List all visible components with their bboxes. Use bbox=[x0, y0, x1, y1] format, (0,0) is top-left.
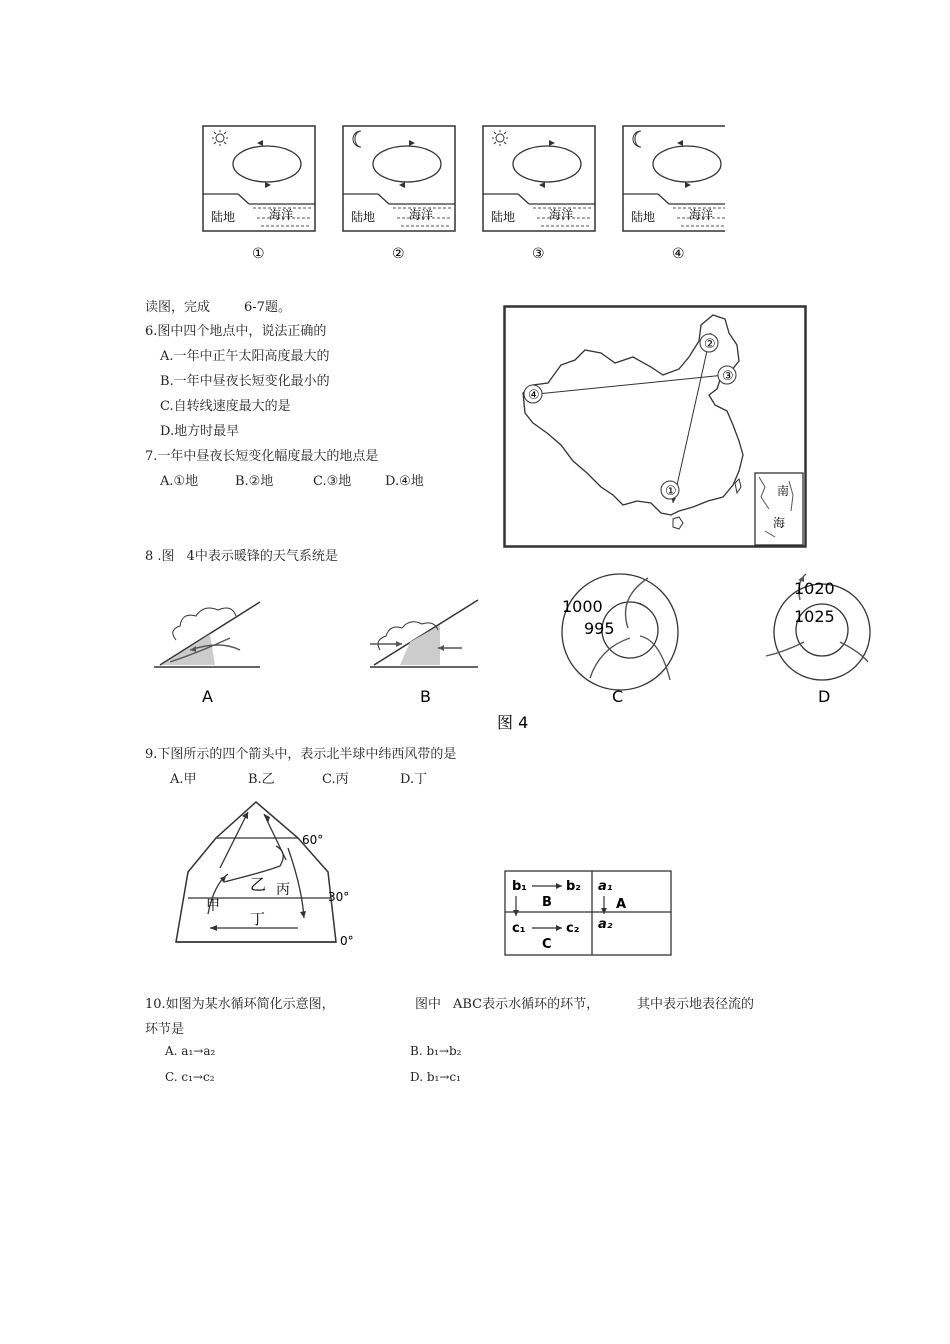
map-point-3: ③ bbox=[722, 369, 734, 384]
label-ding: 丁 bbox=[250, 910, 266, 928]
low-pressure-c bbox=[562, 574, 678, 706]
lat-0: 0° bbox=[340, 934, 354, 948]
sea-label: 海洋 bbox=[269, 208, 294, 222]
label-d: D bbox=[818, 687, 831, 706]
q6-option-a[interactable]: A.一年中正午太阳高度最大的 bbox=[160, 349, 330, 364]
q10-option-d[interactable]: D. b₁→c₁ bbox=[410, 1070, 461, 1084]
sea-label: 海洋 bbox=[409, 208, 434, 222]
label-c: C bbox=[612, 687, 624, 706]
inset-label-1: 南 bbox=[777, 484, 790, 498]
inset-label-2: 海 bbox=[773, 516, 786, 530]
q6-option-b[interactable]: B.一年中昼夜长短变化最小的 bbox=[160, 374, 330, 389]
water-cycle-diagram bbox=[504, 870, 672, 956]
label-b2: b₂ bbox=[566, 879, 581, 894]
panel-2 bbox=[343, 126, 455, 231]
weather-systems-figure bbox=[140, 570, 880, 735]
q10-stem-c: ABC表示水循环的环节， bbox=[453, 997, 600, 1012]
q10-option-b[interactable]: B. b₁→b₂ bbox=[410, 1044, 462, 1058]
q7-option-c[interactable]: C.③地 bbox=[313, 474, 352, 489]
q10-stem-d: 其中表示地表径流的 bbox=[637, 997, 755, 1012]
isobar-d-inner: 1025 bbox=[794, 607, 835, 626]
label-bing: 丙 bbox=[276, 882, 290, 898]
label-c1: c₁ bbox=[512, 921, 526, 936]
label-c2: c₂ bbox=[566, 921, 580, 936]
land-label: 陆地 bbox=[211, 210, 236, 224]
sea-label: 海洋 bbox=[549, 208, 574, 222]
land-sea-breeze-figure bbox=[195, 118, 725, 268]
panel-number: ④ bbox=[672, 246, 685, 262]
land-label: 陆地 bbox=[631, 210, 656, 224]
q7-option-b[interactable]: B.②地 bbox=[235, 474, 274, 489]
china-map bbox=[503, 305, 807, 548]
panel-1 bbox=[203, 126, 315, 231]
land-label: 陆地 bbox=[491, 210, 516, 224]
q10-option-a[interactable]: A. a₁→a₂ bbox=[165, 1044, 216, 1058]
q10-stem-a: 10.如图为某水循环简化示意图， bbox=[145, 997, 335, 1012]
q7-option-a[interactable]: A.①地 bbox=[160, 474, 199, 489]
label-a: A bbox=[202, 687, 213, 706]
q7-stem: 7.一年中昼夜长短变化幅度最大的地点是 bbox=[145, 449, 379, 464]
panel-number: ② bbox=[392, 246, 405, 262]
front-b bbox=[370, 600, 478, 706]
front-a bbox=[154, 602, 260, 706]
isobar-d-outer: 1020 bbox=[794, 579, 835, 598]
label-big-a: A bbox=[616, 897, 627, 912]
q7-option-d[interactable]: D.④地 bbox=[385, 474, 424, 489]
label-b: B bbox=[420, 687, 431, 706]
q10-stem-b: 图中 bbox=[415, 997, 442, 1012]
high-pressure-d bbox=[766, 574, 870, 706]
q8-stem: 8 .图 4中表示暖锋的天气系统是 bbox=[145, 549, 338, 564]
q10-stem-e: 环节是 bbox=[145, 1022, 185, 1037]
q9-option-a[interactable]: A.甲 bbox=[170, 772, 197, 787]
panel-3 bbox=[483, 126, 595, 231]
label-big-c: C bbox=[542, 937, 552, 952]
q9-option-d[interactable]: D.丁 bbox=[400, 772, 428, 787]
q9-stem: 9.下图所示的四个箭头中，表示北半球中纬西风带的是 bbox=[145, 747, 457, 762]
lat-30: 30° bbox=[328, 890, 350, 904]
land-label: 陆地 bbox=[351, 210, 376, 224]
q9-option-b[interactable]: B.乙 bbox=[248, 772, 275, 787]
q9-option-c[interactable]: C.丙 bbox=[322, 772, 349, 787]
sea-label: 海洋 bbox=[689, 208, 714, 222]
map-point-2: ② bbox=[704, 337, 716, 352]
map-point-4: ④ bbox=[528, 388, 540, 403]
q6-stem: 6.图中四个地点中，说法正确的 bbox=[145, 324, 327, 339]
isobar-c-outer: 1000 bbox=[562, 597, 603, 616]
label-jia: 甲 bbox=[206, 898, 220, 914]
q6-option-d[interactable]: D.地方时最早 bbox=[160, 424, 240, 439]
panel-number: ③ bbox=[532, 246, 545, 262]
panel-4 bbox=[623, 126, 725, 231]
isobar-c-inner: 995 bbox=[584, 619, 615, 638]
q10-option-c[interactable]: C. c₁→c₂ bbox=[165, 1070, 215, 1084]
label-a1: a₁ bbox=[598, 879, 613, 894]
figure-caption: 图 4 bbox=[497, 713, 529, 732]
label-a2: a₂ bbox=[598, 917, 613, 932]
lat-60: 60° bbox=[302, 833, 324, 847]
label-big-b: B bbox=[542, 895, 552, 910]
q67-intro: 读图，完成 6-7题。 bbox=[145, 300, 291, 315]
map-point-1: ① bbox=[665, 484, 677, 499]
label-yi: 乙 bbox=[250, 875, 267, 894]
panel-number: ① bbox=[252, 246, 265, 262]
q6-option-c[interactable]: C.自转线速度最大的是 bbox=[160, 399, 291, 414]
label-b1: b₁ bbox=[512, 879, 527, 894]
wind-belts-figure bbox=[168, 798, 368, 950]
